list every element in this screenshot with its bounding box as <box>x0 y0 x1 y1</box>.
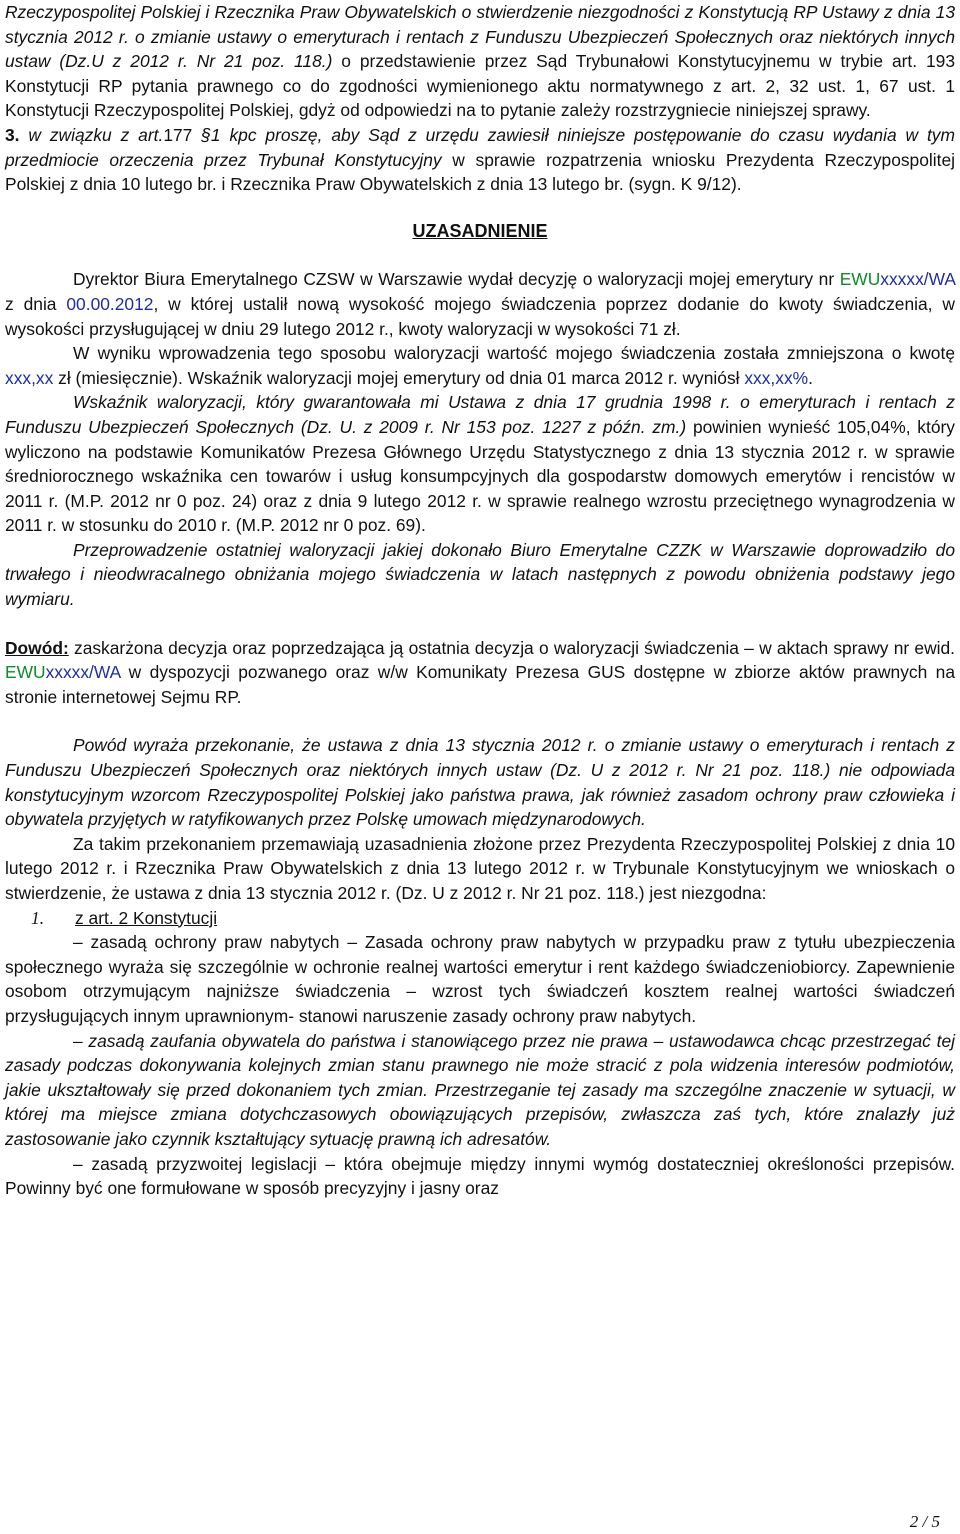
paragraph-decision-text-c: , w której ustalił nową wysokość mojego świadczenia poprzez dodanie do kwoty świadczenia, w wysokości przysługującej w dniu 29 lutego 2012 r., kwoty waloryzacji w wysokości 71 zł. <box>5 293 955 339</box>
principle-acquired-rights: – zasadą ochrony praw nabytych – Zasada ochrony praw nabytych w przypadku praw z tytułu ubezpieczenia społecznego wyraża się szczególnie w ochronie realnej wartości emerytur i rent każdego świadczeniobiorcy. Zapewnienie osobom otrzymującym najniższe świadczenia – wzrost tych świadczeń kosztem realnej wartości świadczeń przysługujących innym uprawnionym- stanowi naruszenie zasady ochrony praw nabytych. <box>5 932 955 1026</box>
proof-case-number: xxxxx/WA <box>45 662 121 683</box>
paragraph-indexation-text: powinien wynieść 105,04%, który wyliczono na podstawie Komunikatów Prezesa Głównego Urzędu Statystycznego z dnia 13 stycznia 2012 r. w sprawie średniorocznego wskaźnika cen towarów i usług konsumpcyjnych dla gospodarstw domowych emerytów i rencistów w 2011 r. (M.P. 2012 nr 0 poz. 24) oraz z dnia 9 lutego 2012 r. w sprawie realnego wzrostu przeciętnego wynagrodzenia w 2011 r. w stosunku do 2010 r. (M.P. 2012 nr 0 poz. 69). <box>5 416 955 536</box>
proof-label: Dowód: <box>5 637 69 658</box>
paragraph-decision-text-a: Dyrektor Biura Emerytalnego CZSW w Warszawie wydał decyzję o waloryzacji mojej emerytury nr <box>73 269 840 290</box>
document-page <box>5 0 955 1201</box>
point-3-paragraph <box>5 123 955 197</box>
intro-text: o przedstawienie przez Sąd Trybunałowi Konstytucyjnemu w trybie art. 193 Konstytucji RP pytania prawnego co do zgodności wymienionego aktu normatywnego z art. 2, 32 ust. 1, 67 ust. 1 Konstytucji Rzeczypospolitej Polskiej, gdyż od odpowiedzi na to pytanie zależy rozstrzygniecie niniejszej sprawy. <box>5 51 955 121</box>
paragraph-indexation <box>5 390 955 538</box>
proof-text-a: zaskarżona decyzja oraz poprzedzająca ją ostatnia decyzja o waloryzacji świadczenia – w aktach sprawy nr ewid. <box>68 637 955 658</box>
paragraph-reduction <box>5 341 955 390</box>
intro-paragraph <box>5 0 955 123</box>
point-3-text-b: w sprawie rozpatrzenia wniosku Prezydenta Rzeczypospolitej Polskiej z dnia 10 lutego br. i Rzecznika Praw Obywatelskich z dnia 13 lutego br. (sygn. K 9/12). <box>5 149 955 195</box>
list-item-title: z art. 2 Konstytucji <box>75 907 218 928</box>
page-number: 2 / 5 <box>909 1512 940 1531</box>
point-3-text-a: 177 <box>163 124 202 145</box>
paragraph-reduction-text-a: W wyniku wprowadzenia tego sposobu waloryzacji wartość mojego świadczenia została zmniejszona o kwotę <box>73 343 955 364</box>
indexation-percent: xxx,xx% <box>744 367 809 388</box>
list-number: 1. <box>31 907 45 928</box>
proof-case-prefix: EWU <box>5 662 46 683</box>
paragraph-decision <box>5 267 955 341</box>
section-heading: UZASADNIENIE <box>412 220 548 241</box>
intro-italic-text: Rzeczypospolitej Polskiej i Rzecznika Praw Obywatelskich o stwierdzenie niezgodności z Konstytucją RP Ustawy z dnia 13 stycznia 2012 r. o zmianie ustawy o emeryturach i rentach z Funduszu Ubezpieczeń Społecznych oraz niektórych innych ustaw (Dz.U z 2012 r. Nr 21 poz. 118.) <box>5 2 955 72</box>
paragraph-reduction-text-b: zł (miesięcznie). Wskaźnik waloryzacji mojej emerytury od dnia 01 marca 2012 r. wyniósł <box>53 367 745 388</box>
list-item-1 <box>5 906 955 931</box>
point-3-italic-b: §1 kpc proszę, aby Sąd z urzędu zawiesił niniejsze postępowanie do czasu wydania w tym przedmiocie orzeczenia przez Trybunał Konstytucyjny <box>5 124 955 170</box>
principle-citizen-trust: – zasadą zaufania obywatela do państwa i stanowiącego przez nie prawa – ustawodawca chcąc przestrzegać tej zasady podczas dokonywania kolejnych zmian stanu prawnego nie może stracić z pola widzenia interesów podmiotów, jakie ukształtowały się przed dokonaniem tych zmian. Przestrzeganie tej zasady ma szczególne znaczenie w sytuacji, w której ma miejsce zmiana dotychczasowych obowiązujących przepisów, zwłaszcza zaś tych, które znalazły już zastosowanie jako czynnik kształtujący sytuację prawną ich adresatów. <box>5 1030 955 1149</box>
proof-text-b: w dyspozycji pozwanego oraz w/w Komunikaty Prezesa GUS dostępne w zbiorze aktów prawnych na stronie internetowej Sejmu RP. <box>5 662 955 707</box>
paragraph-indexation-italic: Wskaźnik waloryzacji, który gwarantowała mi Ustawa z dnia 17 grudnia 1998 r. o emeryturach i rentach z Funduszu Ubezpieczeń Społecznych (Dz. U. z 2009 r. Nr 153 poz. 1227 z późn. zm.) <box>5 392 955 437</box>
reduction-amount: xxx,xx <box>5 367 54 388</box>
decision-date: 00.00.2012 <box>66 293 154 314</box>
point-3-number: 3. <box>5 124 20 145</box>
paragraph-last-indexation: Przeprowadzenie ostatniej waloryzacji jakiej dokonało Biuro Emerytalne CZZK w Warszawie doprowadziło do trwałego i nieodwracalnego obniżania mojego świadczenia w latach następnych z powodu obniżenia podstawy jego wymiaru. <box>5 539 955 610</box>
principle-decent-legislation: – zasadą przyzwoitej legislacji – która obejmuje między innymi wymóg dostateczniej określoności przepisów. Powinny być one formułowane w sposób precyzyjny i jasny oraz <box>5 1153 955 1199</box>
point-3-italic-a: w związku z art. <box>19 124 164 145</box>
paragraph-proof <box>5 636 955 710</box>
paragraph-decision-text-b: z dnia <box>5 293 67 314</box>
paragraph-conviction: Powód wyraża przekonanie, że ustawa z dnia 13 stycznia 2012 r. o zmianie ustawy o emeryturach i rentach z Funduszu Ubezpieczeń Społecznych oraz niektórych innych ustaw (Dz. U z 2012 r. Nr 21 poz. 118.) nie odpowiada konstytucyjnym wzorcom Rzeczypospolitej Polskiej jako państwa prawa, jak również zasadom ochrony praw człowieka i obywatela przyjętych w ratyfikowanych przez Polskę umowach międzynarodowych. <box>5 735 955 830</box>
paragraph-supporting-arguments: Za takim przekonaniem przemawiają uzasadnienia złożone przez Prezydenta Rzeczypospolitej Polskiej z dnia 10 lutego 2012 r. i Rzecznika Praw Obywatelskich z dnia 13 lutego 2012 r. w Trybunale Konstytucyjnym we wnioskach o stwierdzenie, że ustawa z dnia 13 stycznia 2012 r. (Dz. U z 2012 r. Nr 21 poz. 118.) jest niezgodna: <box>5 833 955 903</box>
paragraph-reduction-text-c: . <box>808 367 813 388</box>
case-prefix: EWU <box>839 269 881 290</box>
case-number: xxxxx/WA <box>880 269 955 290</box>
